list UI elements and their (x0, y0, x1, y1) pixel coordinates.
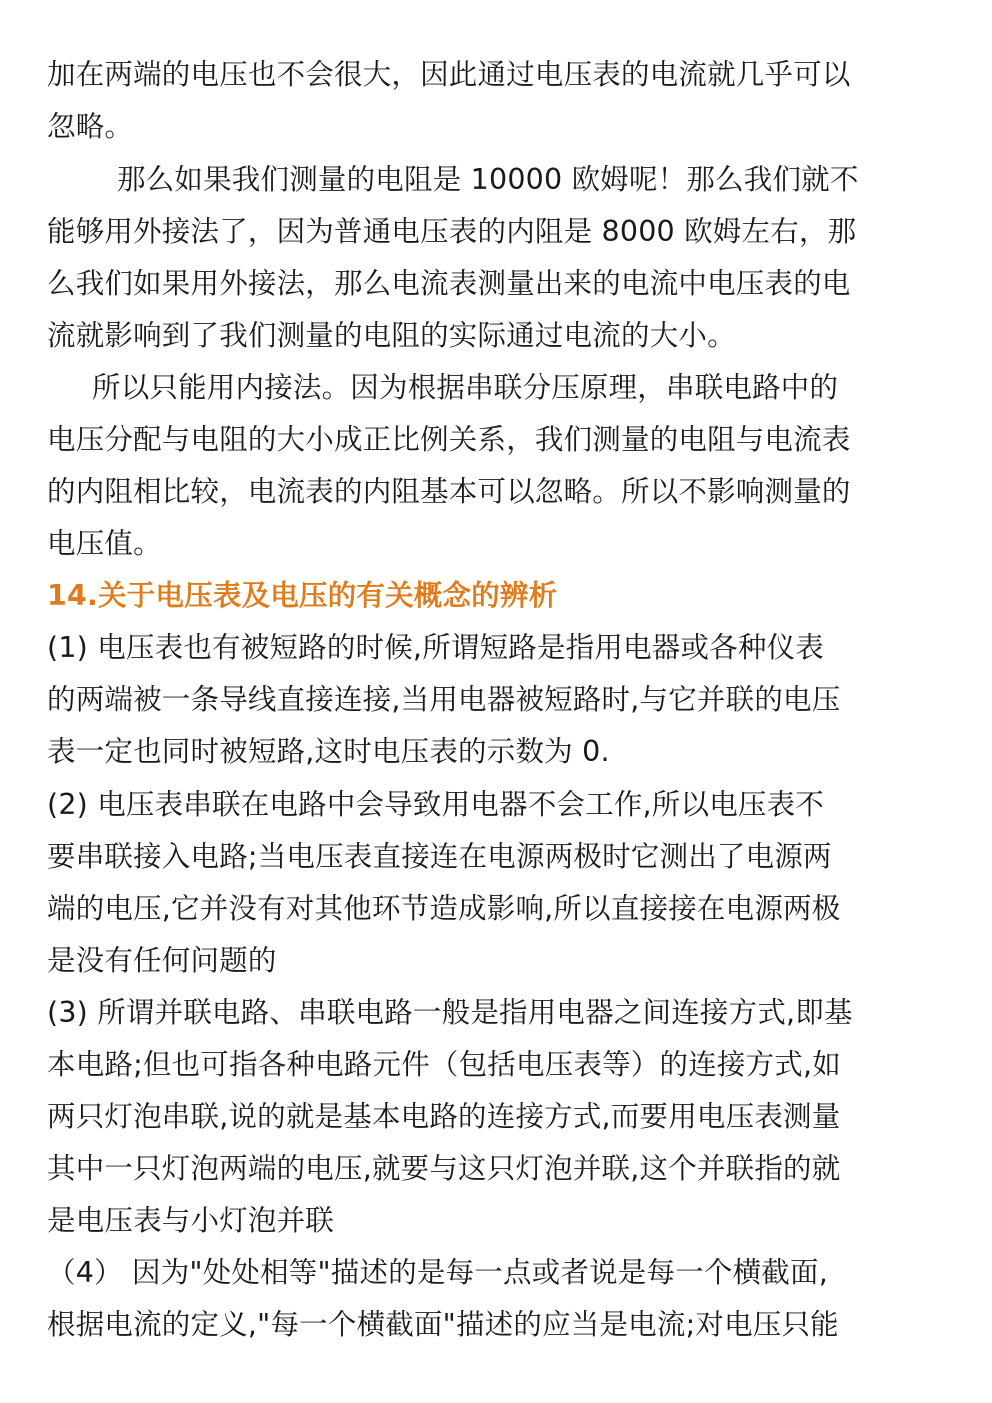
paragraph-line-1: 加在两端的电压也不会很大，因此通过电压表的电流就几乎可以 (47, 58, 851, 91)
paragraph-line-7: 所以只能用内接法。因为根据串联分压原理，串联电路中的 (92, 371, 839, 404)
paragraph-line-3: 那么如果我们测量的电阻是 10000 欧姆呢！那么我们就不 (117, 163, 859, 196)
item-line-13: （4） 因为"处处相等"描述的是每一点或者说是每一个横截面, (47, 1256, 828, 1289)
paragraph-line-2: 忽略。 (47, 110, 134, 143)
item-line-3: 表一定也同时被短路,这时电压表的示数为 0. (47, 735, 610, 768)
item-line-8: (3) 所谓并联电路、串联电路一般是指用电器之间连接方式,即基 (47, 996, 853, 1029)
item-line-12: 是电压表与小灯泡并联 (47, 1204, 335, 1237)
paragraph-line-9: 的内阻相比较，电流表的内阻基本可以忽略。所以不影响测量的 (47, 475, 851, 508)
paragraph-line-8: 电压分配与电阻的大小成正比例关系，我们测量的电阻与电流表 (47, 423, 851, 456)
item-line-6: 端的电压,它并没有对其他环节造成影响,所以直接接在电源两极 (47, 892, 841, 925)
item-line-9: 本电路;但也可指各种电路元件（包括电压表等）的连接方式,如 (47, 1048, 841, 1081)
section-heading: 14.关于电压表及电压的有关概念的辨析 (47, 579, 558, 612)
item-line-5: 要串联接入电路;当电压表直接连在电源两极时它测出了电源两 (47, 840, 832, 873)
item-line-4: (2) 电压表串联在电路中会导致用电器不会工作,所以电压表不 (47, 788, 824, 821)
item-line-10: 两只灯泡串联,说的就是基本电路的连接方式,而要用电压表测量 (47, 1100, 841, 1133)
item-line-14: 根据电流的定义,"每一个横截面"描述的应当是电流;对电压只能 (47, 1308, 839, 1341)
paragraph-line-10: 电压值。 (47, 527, 162, 560)
paragraph-line-6: 流就影响到了我们测量的电阻的实际通过电流的大小。 (47, 319, 736, 352)
item-line-1: (1) 电压表也有被短路的时候,所谓短路是指用电器或各种仪表 (47, 631, 824, 664)
paragraph-line-5: 么我们如果用外接法，那么电流表测量出来的电流中电压表的电 (47, 267, 851, 300)
paragraph-line-4: 能够用外接法了，因为普通电压表的内阻是 8000 欧姆左右，那 (47, 215, 857, 248)
item-line-7: 是没有任何问题的 (47, 944, 277, 977)
item-line-11: 其中一只灯泡两端的电压,就要与这只灯泡并联,这个并联指的就 (47, 1152, 841, 1185)
item-line-2: 的两端被一条导线直接连接,当用电器被短路时,与它并联的电压 (47, 683, 841, 716)
